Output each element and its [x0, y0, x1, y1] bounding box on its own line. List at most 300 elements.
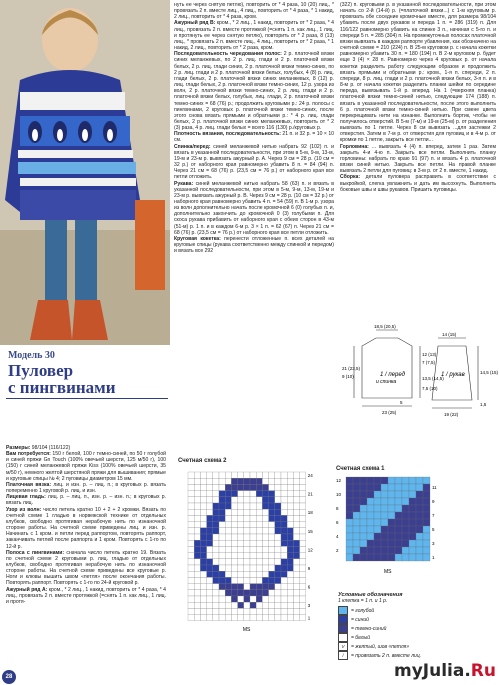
paragraph: Платочная вязка: лиц. и изн. р. – лиц. п.; в круговых р. вязать попеременно 1 круговой р. лиц. и изн. — [6, 481, 166, 495]
chart2-cell — [188, 509, 194, 515]
chart2-cell — [250, 546, 256, 552]
chart2-cell — [244, 528, 250, 534]
chart2-cell — [281, 553, 287, 559]
chart1-cell — [423, 547, 430, 554]
chart2-cell — [200, 615, 206, 621]
chart2-cell — [250, 615, 256, 621]
chart2-cell — [262, 584, 268, 590]
chart2-cell — [250, 491, 256, 497]
chart1-cell — [360, 505, 367, 512]
chart2-cell — [281, 615, 287, 621]
chart2-cell — [256, 509, 262, 515]
chart2-cell — [238, 515, 244, 521]
chart2-cell — [238, 509, 244, 515]
chart2-cell — [200, 565, 206, 571]
chart2-cell — [231, 553, 237, 559]
chart2-cell — [231, 522, 237, 528]
chart2-cell — [207, 515, 213, 521]
chart2-cell — [213, 484, 219, 490]
chart1-cell — [409, 512, 416, 519]
legend-label: = провязать 2 п. вместе лиц. — [351, 652, 422, 659]
chart1-cell — [374, 533, 381, 540]
chart1-cell — [395, 526, 402, 533]
chart2-cell — [275, 497, 281, 503]
legend-item — [338, 624, 468, 633]
chart2-cell — [293, 565, 299, 571]
legend-item — [338, 633, 468, 642]
chart2-title: Счетная схема 2 — [178, 458, 227, 464]
chart2-cell — [256, 577, 262, 583]
chart2-cell — [219, 553, 225, 559]
chart2-cell — [300, 472, 306, 478]
chart2-cell — [231, 484, 237, 490]
chart2-cell — [200, 584, 206, 590]
chart2-cells — [188, 472, 306, 621]
chart2-cell — [225, 546, 231, 552]
chart1-cell — [402, 526, 409, 533]
chart2-cell — [275, 478, 281, 484]
chart2-cell — [194, 590, 200, 596]
chart1-cell — [381, 505, 388, 512]
chart2-cell — [269, 509, 275, 515]
chart2-cell — [194, 584, 200, 590]
instructions-column-1 — [6, 445, 166, 650]
chart2-row-label: 6 — [307, 584, 311, 590]
chart2-cell — [269, 608, 275, 614]
chart2-cell — [225, 577, 231, 583]
chart2-cell — [200, 478, 206, 484]
chart2-cell — [238, 608, 244, 614]
dim-bottom: 23 (25) — [382, 410, 397, 415]
chart2-cell — [207, 478, 213, 484]
chart1-cell — [388, 498, 395, 505]
chart2-cell — [293, 491, 299, 497]
chart1-cell — [395, 554, 402, 561]
chart2-cell — [300, 522, 306, 528]
chart2-cell — [244, 509, 250, 515]
chart2-cell — [231, 491, 237, 497]
chart2-cell — [207, 615, 213, 621]
chart1-cell — [388, 477, 395, 484]
chart1-cell — [402, 512, 409, 519]
photo-child-in-sweater — [0, 0, 170, 345]
chart1-cell — [423, 498, 430, 505]
chart2-cell — [256, 515, 262, 521]
paragraph: Плотность вязания, последовательность: 21 п. и 32 р. = 10 × 10 см. — [174, 131, 334, 144]
chart1-cell — [374, 512, 381, 519]
chart2-cell — [250, 559, 256, 565]
chart1-row-label-left: 10 — [336, 492, 342, 497]
chart2-row-label: 9 — [307, 566, 311, 571]
chart1-cell — [402, 477, 409, 484]
chart2-cell — [200, 509, 206, 515]
chart2-cell — [200, 534, 206, 540]
chart2-cell — [262, 565, 268, 571]
paragraph: Ажурный ряд В: кром., * 2 лиц., 1 накид, повторить от * 2 раза, * 4 лиц., провязать 2 п. вместе протяжкой (=снять 1 п. как лиц., 1 лиц. и протянуть ее через снятую петлю), повторить от * 2 раза, 8 (13) лиц., * провязать 2 п. вместе лиц., 4 лиц., повторить от * 2 раза, * 1 накид, 2 лиц., повторить от * 2 раза, кром. — [174, 20, 334, 52]
chart1-cell — [353, 484, 360, 491]
chart2-cell — [287, 472, 293, 478]
chart1-cell — [423, 477, 430, 484]
chart1-cell — [402, 491, 409, 498]
model-label: Модель 30 — [8, 350, 55, 361]
chart2-cell — [194, 596, 200, 602]
chart2-cell — [188, 602, 194, 608]
dim-v2: 7 (7,5) — [422, 360, 436, 365]
chart2-cell — [244, 553, 250, 559]
chart2-cell — [219, 546, 225, 552]
chart2-cell — [225, 540, 231, 546]
chart2-cell — [188, 584, 194, 590]
chart2-cell — [194, 571, 200, 577]
chart2-cell — [231, 615, 237, 621]
chart2-cell — [256, 590, 262, 596]
chart2-cell — [213, 472, 219, 478]
chart2-cell — [287, 478, 293, 484]
chart2-cell — [244, 503, 250, 509]
chart2-cell — [200, 515, 206, 521]
chart1-cell — [395, 505, 402, 512]
chart2-cell — [300, 577, 306, 583]
chart1-cell — [353, 505, 360, 512]
chart2-cell — [269, 540, 275, 546]
chart2-cell — [275, 472, 281, 478]
chart2-cell — [238, 577, 244, 583]
chart2-cell — [225, 472, 231, 478]
chart1-cell — [416, 512, 423, 519]
dim-side: 14,5 (15) — [480, 370, 498, 375]
chart2-cell — [207, 497, 213, 503]
chart2-cell — [250, 553, 256, 559]
chart1-cell — [360, 498, 367, 505]
chart1-cell — [409, 519, 416, 526]
chart1-cell — [409, 505, 416, 512]
chart2-cell — [225, 571, 231, 577]
chart2-cell — [293, 615, 299, 621]
chart1-cell — [402, 484, 409, 491]
chart1-cell — [409, 533, 416, 540]
chart2-cell — [287, 528, 293, 534]
chart2-cell — [225, 503, 231, 509]
chart2-cell — [213, 602, 219, 608]
chart2-cell — [293, 571, 299, 577]
chart1-cell — [402, 519, 409, 526]
chart2-cell — [194, 491, 200, 497]
chart2-cell — [213, 503, 219, 509]
chart2-cell — [262, 571, 268, 577]
chart1-cell — [388, 540, 395, 547]
chart2-cell — [275, 546, 281, 552]
chart2-cell — [250, 528, 256, 534]
paragraph: Ажурный ряд А: кром., * 2 лиц., 1 накид, повторить от * 4 раза, * 4 лиц., провязать 2 п. вместе протяжкой (=снять 1 п. как лиц., 1 лиц. и протя- — [6, 586, 166, 605]
chart2-cell — [293, 503, 299, 509]
chart2-cell — [213, 497, 219, 503]
chart2-cell — [256, 571, 262, 577]
chart1-cell — [346, 477, 353, 484]
chart2-cell — [238, 584, 244, 590]
paragraph: Горловина: ... вывязать 4 (4) п. вперед, затем 1 раз. Затем закрыть 4-и 4-ю п. Закрыть все петли. Выполнить планку горловины: набрать по краю 91 (97) п. и вязать 4 р. платочной вязки синей нитью. Закрыть все петли. На правой планке вывязать 2 петли для пуговиц: в 3-м р. от 2 п. вместе, 1 накид. — [340, 143, 496, 175]
chart2-cell — [262, 528, 268, 534]
chart2-cell — [269, 602, 275, 608]
chart2-cell — [231, 509, 237, 515]
chart2-cell — [300, 565, 306, 571]
chart2-cell — [256, 596, 262, 602]
chart2-cell — [262, 534, 268, 540]
chart2-cell — [281, 540, 287, 546]
legend-item — [338, 642, 468, 651]
chart2-cell — [225, 584, 231, 590]
chart2-cell — [244, 472, 250, 478]
chart2-cell — [200, 577, 206, 583]
chart2-cell — [281, 546, 287, 552]
chart2-cell — [293, 553, 299, 559]
chart2-cell — [256, 584, 262, 590]
chart1-cell — [388, 491, 395, 498]
chart2-cell — [281, 571, 287, 577]
chart2-cell — [213, 478, 219, 484]
chart2-cell — [275, 509, 281, 515]
chart2-cell — [269, 491, 275, 497]
chart2-cell — [200, 571, 206, 577]
chart1-cell — [353, 540, 360, 547]
chart1-cell — [374, 505, 381, 512]
chart2-cell — [225, 515, 231, 521]
chart2-cell — [200, 472, 206, 478]
chart2-cell — [275, 577, 281, 583]
chart2-cell — [275, 559, 281, 565]
chart1-cell — [367, 533, 374, 540]
chart1-cell — [402, 533, 409, 540]
chart2-cell — [213, 559, 219, 565]
chart2-cell — [225, 522, 231, 528]
chart2-cell — [200, 484, 206, 490]
chart2-cell — [256, 559, 262, 565]
chart2-cell — [300, 509, 306, 515]
chart2-cell — [287, 497, 293, 503]
chart1-cell — [353, 512, 360, 519]
chart2-cell — [300, 484, 306, 490]
chart2-cell — [200, 522, 206, 528]
chart2-cell — [219, 497, 225, 503]
chart2-cell — [219, 484, 225, 490]
dim-v4: 7,5 (10) — [422, 386, 438, 391]
chart2-cell — [300, 602, 306, 608]
chart1-cell — [360, 477, 367, 484]
chart2-cell — [200, 528, 206, 534]
chart2-cell — [287, 484, 293, 490]
chart2-cell — [287, 546, 293, 552]
chart2-cell — [244, 491, 250, 497]
chart2-cell — [293, 528, 299, 534]
chart2-cell — [200, 590, 206, 596]
dim-v1: 12 (13) — [422, 352, 437, 357]
chart2-cell — [300, 571, 306, 577]
chart2-cell — [238, 546, 244, 552]
chart2-cell — [213, 590, 219, 596]
chart2-cell — [194, 615, 200, 621]
chart2-cell — [244, 608, 250, 614]
chart1-cell — [346, 498, 353, 505]
chart1-cell — [409, 547, 416, 554]
chart2-cell — [269, 590, 275, 596]
chart1-row-label: 5 — [432, 527, 435, 532]
photo-illustration — [0, 0, 170, 345]
legend-label: = темно-синий — [351, 625, 387, 632]
chart2-cell — [250, 509, 256, 515]
chart2-cell — [225, 491, 231, 497]
chart1-cell — [388, 519, 395, 526]
chart2-cell — [281, 515, 287, 521]
legend-label: = желтый, шов «петля» — [351, 643, 410, 650]
chart2-cell — [213, 534, 219, 540]
chart2-cell — [300, 596, 306, 602]
legend-swatch — [338, 624, 348, 633]
chart1-cell — [360, 491, 367, 498]
paragraph: Последовательность чередования полос: 2 р. платочной вязки синих меланжевых, по 2 р. лиц. глади и 2 р. платочной вязки белых, 2 р. лиц. глади синих, 2 р. платочной вязки темно-синих, по 2 р. лиц. глади и 2 р. платочной вязки белых, голубых, 4 (8) р. лиц. глади белых, 2 р. платочной вязки синих меланжевых, 8 (12) р. лиц. глади белых, 2 р. платочной вязки темно-синих, 12 р. узора из волн, 2 р. платочной вязки темно-синих, 2 р. лиц. глади и 2 р. платочной вязки белых, голубых, лиц. глади, 2 р. платочной вязки темно-синих = 68 (76) р.; продолжить круговыми р.: 24 р. полосы с пингвинами, 2 круговых р. платочной вязки темно-синих, после этого снова вязать прямыми и обратными р.: * 4 р. лиц. глади белых, 2 р. платочной вязки синих меланжевых, повторить от * 2 (3) раза, 4 р. лиц. глади белых = всего 116 (130) р./круговых р. — [174, 51, 334, 132]
chart2-cell — [287, 608, 293, 614]
chart1-row-label: 3 — [432, 541, 435, 546]
chart2-cell — [238, 596, 244, 602]
chart2-cell — [219, 540, 225, 546]
chart2-cell — [281, 503, 287, 509]
chart1-cell — [374, 484, 381, 491]
chart2-cell — [207, 522, 213, 528]
chart1-cell — [423, 533, 430, 540]
chart1-cell — [388, 505, 395, 512]
chart2-cell — [300, 615, 306, 621]
chart2-cell — [262, 484, 268, 490]
chart2-cell — [256, 522, 262, 528]
chart2-cell — [194, 546, 200, 552]
chart2-cell — [207, 534, 213, 540]
chart2-cell — [213, 584, 219, 590]
chart2-cell — [300, 515, 306, 521]
chart2-cell — [275, 491, 281, 497]
chart2-cell — [275, 571, 281, 577]
chart2-cell — [213, 491, 219, 497]
chart2-cell — [256, 534, 262, 540]
chart2-cell — [207, 503, 213, 509]
chart2-cell — [200, 497, 206, 503]
legend-label: = белый — [351, 634, 371, 641]
chart2-cell — [219, 615, 225, 621]
chart2-cell — [244, 571, 250, 577]
chart2-cell — [231, 534, 237, 540]
chart2-cell — [231, 515, 237, 521]
chart2-cell — [256, 478, 262, 484]
chart2-cell — [207, 546, 213, 552]
chart2-cell — [231, 608, 237, 614]
chart2-cell — [287, 615, 293, 621]
chart2-cell — [269, 503, 275, 509]
chart1-cell — [416, 533, 423, 540]
chart2-cell — [225, 497, 231, 503]
paragraph: Сборка: детали пуловера расправить в соответствии с выкройкой, слегка увлажнить и дать им высохнуть. Выполнить боковые швы и швы рукавов. Пришить пуговицы. — [340, 174, 496, 193]
chart2-cell — [262, 553, 268, 559]
chart2-cell — [238, 540, 244, 546]
chart2-cell — [238, 478, 244, 484]
chart2-cell — [250, 571, 256, 577]
chart2-cell — [262, 472, 268, 478]
chart1-cell — [409, 498, 416, 505]
chart2-cell — [293, 534, 299, 540]
chart2-cell — [225, 534, 231, 540]
chart2-cell — [200, 559, 206, 565]
paragraph: Лицевая гладь: лиц. р. – лиц. п., изн. р. – изн. п.; в круговых р. вязать лиц. — [6, 494, 166, 507]
chart2-cell — [262, 478, 268, 484]
front-back-sublabel: и спинка — [376, 379, 397, 385]
legend-item — [338, 606, 468, 615]
chart2-cell — [194, 540, 200, 546]
chart2-cell — [281, 478, 287, 484]
chart1-cell — [395, 484, 402, 491]
chart2-cell — [293, 596, 299, 602]
chart1-cell — [416, 547, 423, 554]
legend-items — [338, 606, 468, 660]
chart2-cell — [213, 615, 219, 621]
chart2-cell — [238, 491, 244, 497]
chart1-cell — [388, 484, 395, 491]
chart2-cell — [269, 534, 275, 540]
chart2-cell — [225, 484, 231, 490]
chart2-cell — [219, 590, 225, 596]
chart2-cell — [262, 608, 268, 614]
chart2-cell — [207, 559, 213, 565]
chart1-row-label-left: 12 — [336, 478, 342, 483]
chart2-row-label: 1 — [307, 615, 311, 621]
chart2-cell — [207, 596, 213, 602]
chart2-cell — [287, 522, 293, 528]
chart1-cell — [346, 512, 353, 519]
chart2-row-label: 18 — [307, 510, 313, 516]
chart2-cell — [244, 540, 250, 546]
chart1-cell — [402, 540, 409, 547]
chart2-cell — [281, 559, 287, 565]
chart2-cell — [207, 509, 213, 515]
title-line-2: с пингвинами — [8, 378, 116, 397]
chart1-cell — [367, 519, 374, 526]
chart1-cell — [381, 512, 388, 519]
chart2-cell — [250, 472, 256, 478]
chart2-cell — [244, 596, 250, 602]
chart2-cell — [188, 546, 194, 552]
chart2-cell — [238, 553, 244, 559]
chart2-cell — [262, 546, 268, 552]
chart2-cell — [219, 522, 225, 528]
chart1-cell — [395, 498, 402, 505]
chart2-cell — [231, 559, 237, 565]
chart2-row-label: 15 — [307, 528, 313, 534]
chart2-cell — [250, 540, 256, 546]
chart2-cell — [200, 608, 206, 614]
chart1-ms-label: MS — [384, 569, 392, 575]
chart2-cell — [244, 484, 250, 490]
chart2-cell — [207, 571, 213, 577]
chart2-cell — [300, 528, 306, 534]
chart2-cell — [281, 497, 287, 503]
chart1-cell — [388, 512, 395, 519]
chart1-cell — [374, 540, 381, 547]
chart1-cell — [346, 519, 353, 526]
chart1-cell — [409, 484, 416, 491]
chart1-cell — [381, 491, 388, 498]
chart2-cell — [219, 515, 225, 521]
chart2-cell — [287, 577, 293, 583]
legend-swatch — [338, 615, 348, 624]
chart2-cell — [213, 515, 219, 521]
chart1-cell — [374, 519, 381, 526]
chart2-cell — [188, 559, 194, 565]
chart2-cell — [287, 515, 293, 521]
